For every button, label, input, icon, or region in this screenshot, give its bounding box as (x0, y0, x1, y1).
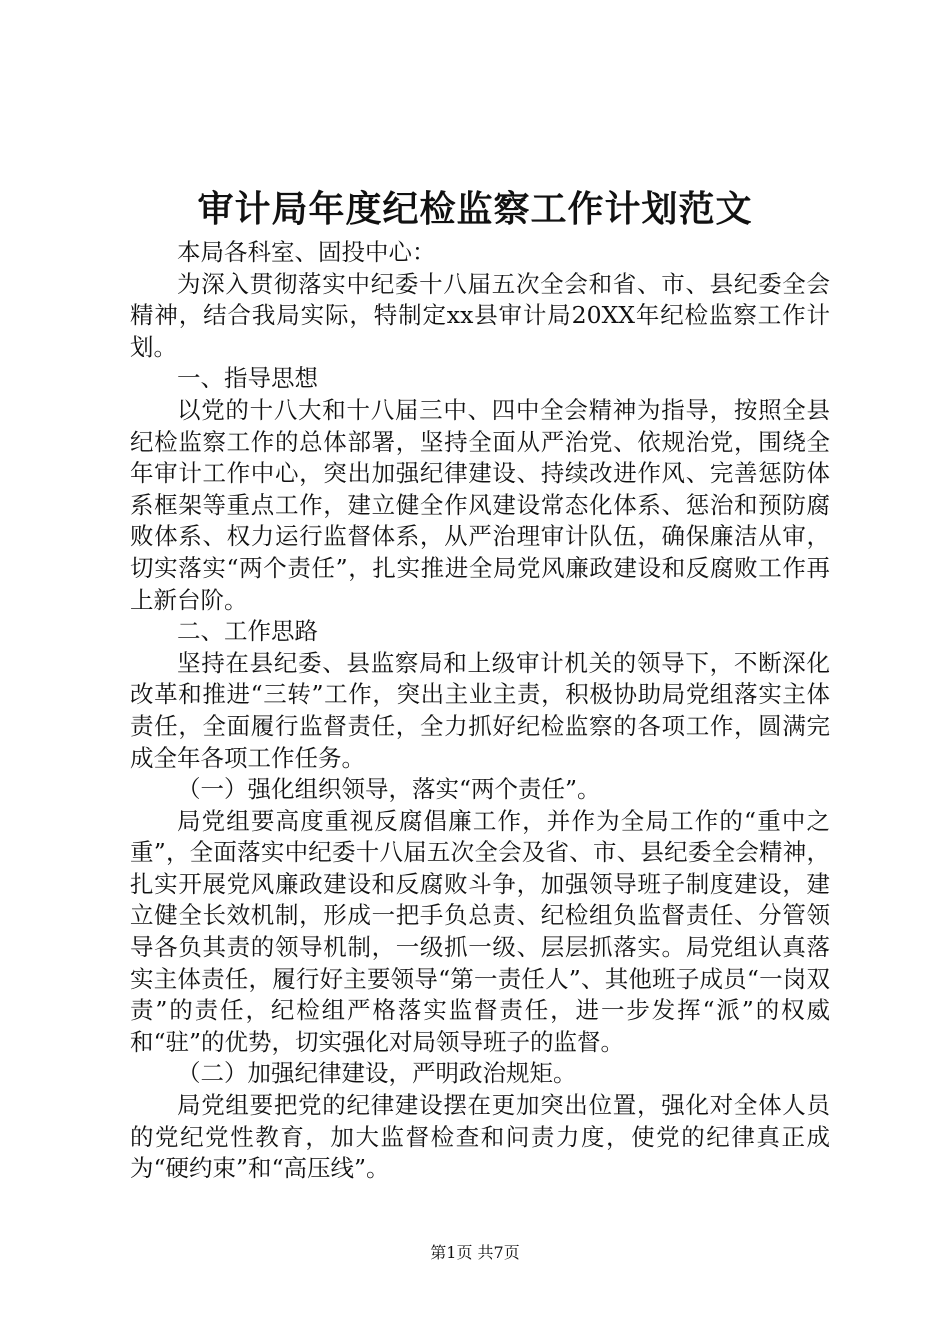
subsection-2-paragraph: 局党组要把党的纪律建设摆在更加突出位置，强化对全体人员的党纪党性教育，加大监督检查和问责力度，使党的纪律真正成为“硬约束”和“高压线”。 (130, 1091, 830, 1183)
guiding-ideology-paragraph: 以党的十八大和十八届三中、四中全会精神为指导，按照全县纪检监察工作的总体部署，坚持全面从严治党、依规治党，围绕全年审计工作中心，突出加强纪律建设、持续改进作风、完善惩防体系框架等重点工作，建立健全作风建设常态化体系、惩治和预防腐败体系、权力运行监督体系，从严治理审计队伍，确保廉洁从审，切实落实“两个责任”，扎实推进全局党风廉政建设和反腐败工作再上新台阶。 (130, 395, 830, 614)
subsection-heading-1: （一）强化组织领导，落实“两个责任”。 (177, 775, 601, 804)
document-body (130, 237, 830, 1185)
salutation-paragraph: 本局各科室、固投中心： (177, 238, 436, 266)
page-number-footer: 第1页 共7页 (430, 1243, 520, 1262)
document-title: 审计局年度纪检监察工作计划范文 (197, 188, 753, 230)
subsection-heading-2: （二）加强纪律建设，严明政治规矩。 (177, 1059, 577, 1088)
work-approach-paragraph: 坚持在县纪委、县监察局和上级审计机关的领导下，不断深化改革和推进“三转”工作，突出主业主责，积极协助局党组落实主体责任，全面履行监督责任，全力抓好纪检监察的各项工作，圆满完成全年各项工作任务。 (130, 648, 830, 772)
intro-paragraph: 为深入贯彻落实中纪委十八届五次全会和省、市、县纪委全会精神，结合我局实际，特制定xx县审计局20XX年纪检监察工作计划。 (130, 269, 830, 361)
section-heading-guiding-ideology: 一、指导思想 (177, 364, 318, 393)
section-heading-work-approach: 二、工作思路 (177, 617, 318, 646)
subsection-1-paragraph: 局党组要高度重视反腐倡廉工作，并作为全局工作的“重中之重”，全面落实中纪委十八届五次全会及省、市、县纪委全会精神，扎实开展党风廉政建设和反腐败斗争，加强领导班子制度建设，建立健全长效机制，形成一把手负总责、纪检组负监督责任、分管领导各负其责的领导机制，一级抓一级、层层抓落实。局党组认真落实主体责任，履行好主要领导“第一责任人”、其他班子成员“一岗双责”的责任，纪检组严格落实监督责任，进一步发挥“派”的权威和“驻”的优势，切实强化对局领导班子的监督。 (130, 806, 830, 1056)
